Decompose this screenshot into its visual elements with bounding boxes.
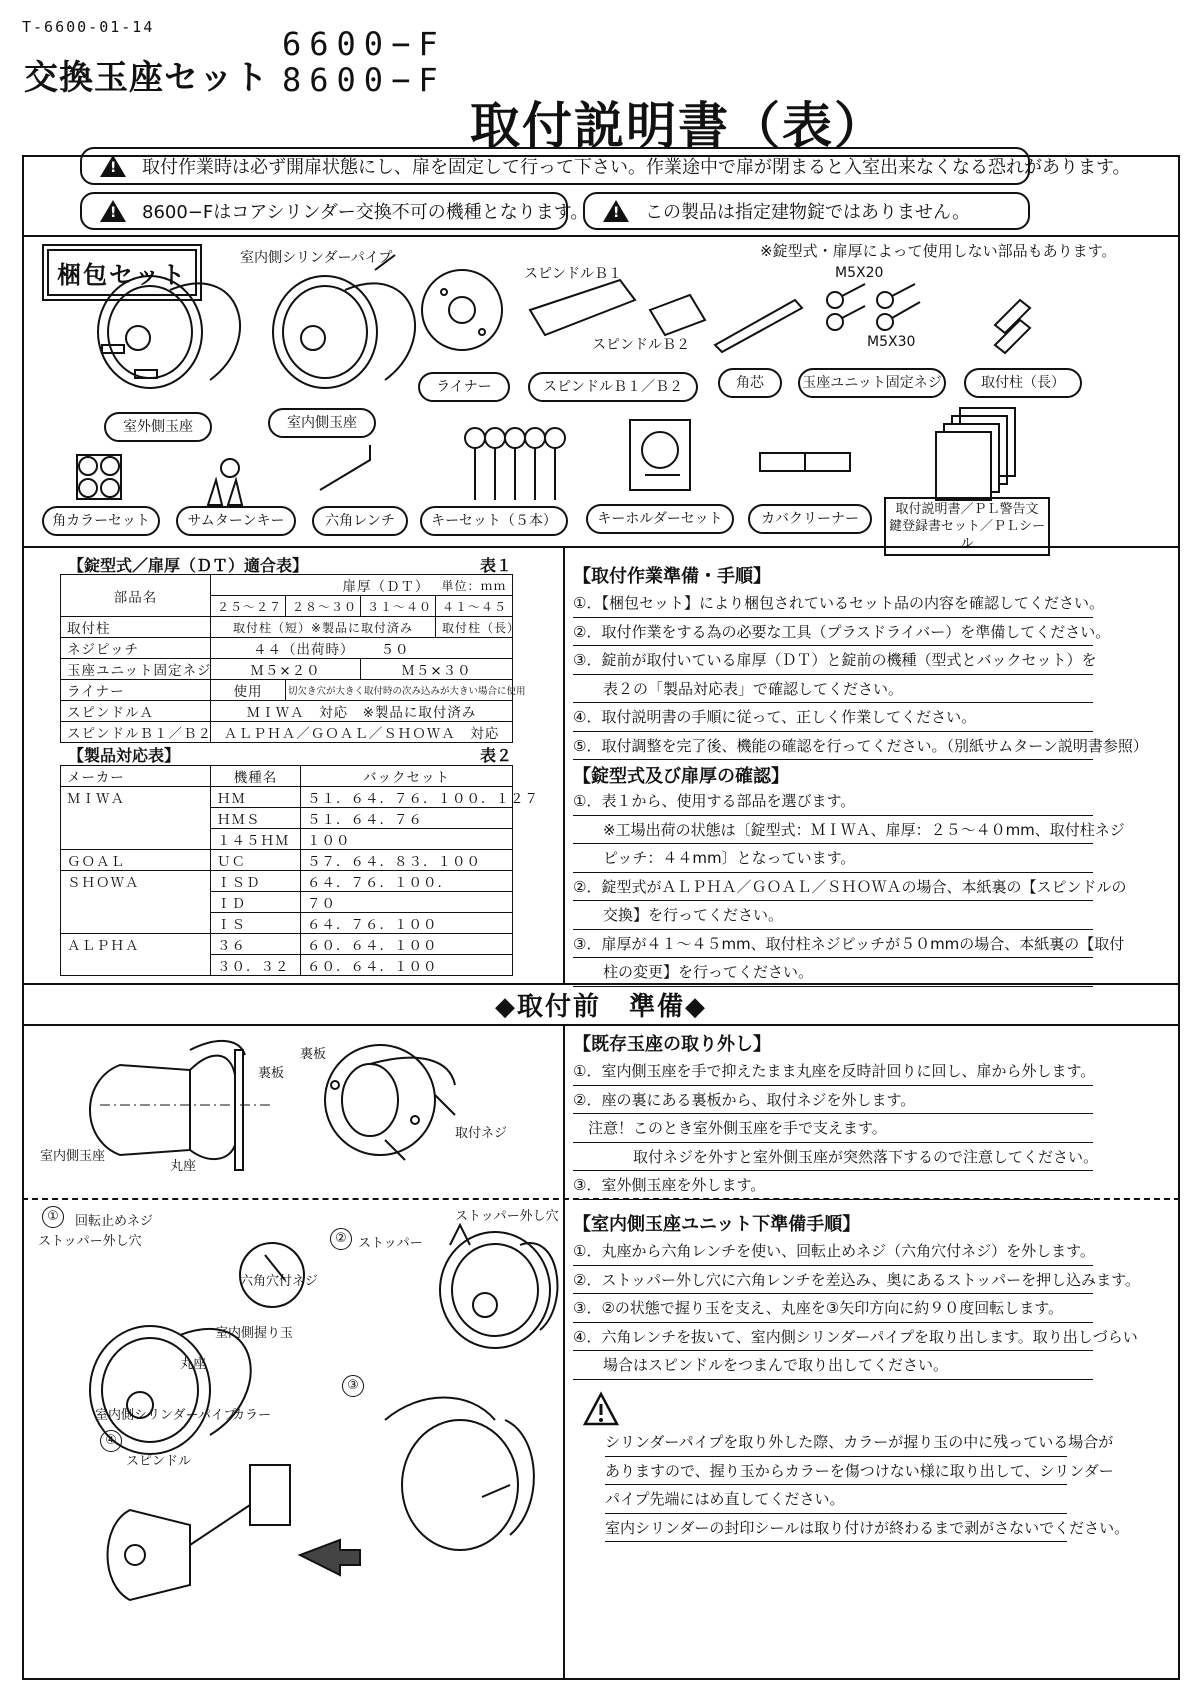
cover-cleaner-label: カバクリーナー [748, 504, 872, 534]
screw-label: 取付ネジ [455, 1126, 508, 1141]
screws-illustration [827, 284, 920, 330]
list-item: 場合はスピンドルをつまんで取り出してください。 [573, 1351, 1093, 1380]
stopper-label: ストッパー [358, 1236, 423, 1251]
figure-step-1: ① [42, 1206, 64, 1228]
warning-core-cylinder [80, 192, 589, 230]
spindle-label: スピンドル [126, 1454, 192, 1469]
screw-m5x20-label: M5X20 [835, 265, 884, 281]
cyl-pipe-label: 室内側シリンダーパイプ [95, 1408, 237, 1423]
warning-door-open [80, 147, 1131, 185]
list-item: ③．扉厚が４１～４５mm、取付柱ネジピッチが５０mmの場合、本紙裏の【取付 [573, 930, 1093, 959]
list-item: ①．【梱包セット】により梱包されているセット品の内容を確認してください。 [573, 589, 1093, 618]
stopper-hole-label: ストッパー外し穴 [38, 1234, 142, 1249]
table1-unit: 単位：ｍｍ [436, 575, 513, 596]
warning-icon [603, 200, 629, 222]
caution-icon [583, 1392, 619, 1426]
table1-col-dt: 扉厚（ＤＴ） [211, 575, 436, 596]
table-row: 取付柱 取付柱（短）※製品に取付済み 取付柱（長） [61, 617, 513, 638]
package-note: ※錠型式・扉厚によって使用しない部品もあります。 [760, 242, 1117, 260]
collar-set-label: 角カラーセット [42, 506, 160, 536]
list-item: ※工場出荷の状態は〔錠型式：ＭＩＷＡ、扉厚：２５～４０mm、取付柱ネジ [573, 816, 1093, 845]
liner-label: ライナー [418, 372, 510, 402]
list-item: ピッチ：４４mm〕となっています。 [573, 844, 1093, 873]
indoor-knob-label: 室内側玉座 [268, 408, 376, 438]
table1-range: ４１～４５ [436, 596, 513, 617]
figure-step-4: ④ [100, 1430, 122, 1452]
table-row: ＩＳ ６４．７６．１００ [61, 913, 513, 934]
indoor-knob-illustration [273, 255, 415, 388]
screw-m5x30-label: M5X30 [867, 334, 916, 350]
section-banner: ◆取付前 準備◆ [495, 991, 707, 1022]
table2-caption: 【製品対応表】 [68, 746, 181, 765]
hex-wrench-illustration [320, 445, 370, 490]
list-item: ⑤．取付調整を完了後、機能の確認を行ってください。（別紙サムターン説明書参照） [573, 732, 1093, 761]
page-title: 取付説明書（表） [470, 97, 886, 155]
check-steps [573, 787, 1127, 987]
unit-prep-steps [573, 1237, 1140, 1380]
table1-col-part: 部品名 [61, 575, 211, 617]
caution-notes [605, 1428, 1130, 1542]
list-item: ③．錠前が取付いている扉厚（ＤＴ）と錠前の機種（型式とバックセット）を [573, 646, 1093, 675]
indoor-knob-label: 室内側玉座 [40, 1149, 106, 1164]
table1-range: ２８～３０ [286, 596, 361, 617]
table-row: ＳＨＯＷＡ ＩＳＤ ６４．７６．１００． [61, 871, 513, 892]
list-item: 交換】を行ってください。 [573, 901, 1093, 930]
list-item: パイプ先端にはめ直してください。 [605, 1485, 1067, 1514]
table1-caption: 【錠型式／扉厚（ＤＴ）適合表】 [68, 556, 309, 575]
prep-heading: 【取付作業準備・手順】 [573, 566, 771, 587]
list-item: 柱の変更】を行ってください。 [573, 958, 1093, 987]
hex-wrench-label: 六角レンチ [312, 506, 408, 536]
table-row: ＨＭＳ ５１．６４．７６ [61, 808, 513, 829]
list-item: ①．表１から、使用する部品を選びます。 [573, 787, 1093, 816]
thumbturn-key-illustration [208, 459, 242, 505]
product-subtitle: 交換玉座セット [24, 58, 269, 98]
list-item: 取付ネジを外すと室外側玉座が突然落下するので注意してください。 [573, 1143, 1093, 1172]
cylinder-pipe-label: 室内側シリンダーパイプ [240, 250, 393, 266]
spindle-b1b2-label: スピンドルＢ１／Ｂ２ [528, 372, 698, 402]
prep-steps [573, 589, 1148, 760]
table2-header: メーカー [61, 766, 211, 787]
check-heading: 【錠型式及び扉厚の確認】 [573, 766, 789, 787]
list-item: シリンダーパイプを取り外した際、カラーが握り玉の中に残っている場合が [605, 1428, 1067, 1457]
model-number-2: 8600−F [282, 61, 446, 99]
round-base-label: 丸座 [170, 1159, 197, 1174]
collar-label: カラー [232, 1408, 272, 1423]
square-core-label: 角芯 [718, 368, 782, 398]
divider [563, 546, 565, 983]
unit-prep-heading: 【室内側玉座ユニット下準備手順】 [573, 1214, 861, 1235]
back-plate-label-1: 裏板 [258, 1066, 285, 1081]
list-item: ④．六角レンチを抜いて、室内側シリンダーパイプを取り出します。取り出しづらい [573, 1323, 1093, 1352]
list-item: ②．錠型式がＡＬＰＨＡ／ＧＯＡＬ／ＳＨＯＷＡの場合、本紙裏の【スピンドルの [573, 873, 1093, 902]
warning-icon [100, 155, 126, 177]
package-heading: 梱包セット [42, 244, 202, 301]
table-row: 玉座ユニット固定ネジ Ｍ５×２０ Ｍ５×３０ [61, 659, 513, 680]
table-product-compat [60, 765, 539, 976]
spindle-b2-illustration [650, 295, 705, 335]
divider [563, 1024, 565, 1680]
list-item: ありますので、握り玉からカラーを傷つけない様に取り出して、シリンダー [605, 1457, 1067, 1486]
table1-range: ２５～２７ [211, 596, 286, 617]
table-row: ＧＯＡＬ ＵＣ ５７．６４．８３．１００ [61, 850, 513, 871]
round-base-label-2: 丸座 [180, 1357, 207, 1372]
model-number-1: 6600−F [282, 25, 446, 63]
liner-illustration [422, 270, 502, 350]
documents-illustration [936, 408, 1015, 500]
table-row: ＡＬＰＨＡ ３６ ６０．６４．１００ [61, 934, 513, 955]
outdoor-knob-label: 室外側玉座 [104, 412, 212, 442]
list-item: ②．取付作業をする為の必要な工具（プラスドライバー）を準備してください。 [573, 618, 1093, 647]
removal-heading: 【既存玉座の取り外し】 [573, 1034, 771, 1055]
outdoor-knob-illustration [98, 276, 240, 388]
removal-steps [573, 1057, 1099, 1200]
stop-screw-label: 回転止めネジ [75, 1214, 154, 1229]
hex-socket-label: 六角穴付ネジ [240, 1274, 319, 1289]
key-holder-illustration [630, 420, 690, 490]
list-item: 注意！このとき室外側玉座を手で支えます。 [573, 1114, 1093, 1143]
table-row: ＭＩＷＡ ＨＭ ５１．６４．７６．１００．１２７ [61, 787, 513, 808]
table-row: ＩＤ ７０ [61, 892, 513, 913]
warning-not-designated [583, 192, 1030, 230]
stopper-hole-label-2: ストッパー外し穴 [455, 1209, 559, 1224]
table-row: ライナー 使用 切欠き穴が大きく取付時の次み込みが大きい場合に使用 [61, 680, 513, 701]
documents-label: 取付説明書／ＰＬ警告文 鍵登録書セット／ＰＬシール [884, 497, 1050, 556]
document-code: T-6600-01-14 [22, 18, 155, 36]
spindle-b1-label: スピンドルＢ１ [524, 266, 622, 282]
list-item: ②．座の裏にある裏板から、取付ネジを外します。 [573, 1086, 1093, 1115]
table1-range: ３１～４０ [361, 596, 436, 617]
square-core-illustration [715, 300, 802, 352]
posts-illustration [995, 300, 1030, 353]
table-row: ３０．３２ ６０．６４．１００ [61, 955, 513, 976]
table-row: ネジピッチ ４４（出荷時） ５０ [61, 638, 513, 659]
table-row: スピンドルＡ ＭＩＷＡ 対応 ※製品に取付済み [61, 701, 513, 722]
thumbturn-key-label: サムターンキー [176, 506, 296, 536]
indoor-grip-label: 室内側握り玉 [215, 1326, 294, 1341]
key-holder-label: キーホルダーセット [586, 504, 734, 534]
table2-header: 機種名 [211, 766, 301, 787]
divider [22, 235, 1180, 237]
list-item: ③．室外側玉座を外します。 [573, 1171, 1093, 1200]
list-item: ①．室内側玉座を手で抑えたまま丸座を反時計回りに回し、扉から外します。 [573, 1057, 1093, 1086]
spindle-b2-label: スピンドルＢ２ [592, 337, 690, 353]
back-plate-label-2: 裏板 [300, 1047, 327, 1062]
figure-step-2: ② [330, 1228, 352, 1250]
warning-text: 取付作業時は必ず開扉状態にし、扉を固定して行って下さい。作業途中で扉が閉まると入室出来なくなる恐れがあります。 [142, 157, 1131, 178]
table1-number: 表１ [480, 556, 513, 575]
list-item: 室内シリンダーの封印シールは取り付けが終わるまで剥がさないでください。 [605, 1514, 1067, 1543]
list-item: ③．②の状態で握り玉を支え、丸座を③矢印方向に約９０度回転します。 [573, 1294, 1093, 1323]
warning-text: 8600−Fはコアシリンダー交換不可の機種となります。 [142, 202, 589, 223]
model-numbers [282, 26, 446, 98]
list-item: 表２の「製品対応表」で確認してください。 [573, 675, 1093, 704]
warning-text: この製品は指定建物錠ではありません。 [645, 202, 971, 223]
cover-cleaner-illustration [760, 453, 850, 471]
table2-header: バックセット [301, 766, 513, 787]
table-row: １４５ＨＭ １００ [61, 829, 513, 850]
figure-step-3: ③ [342, 1375, 364, 1397]
key-set-illustration [465, 428, 565, 500]
list-item: ④．取付説明書の手順に従って、正しく作業してください。 [573, 703, 1093, 732]
table2-number: 表２ [480, 746, 513, 765]
table-row: スピンドルＢ１／Ｂ２ ＡＬＰＨＡ／ＧＯＡＬ／ＳＨＯＷＡ 対応 [61, 722, 513, 743]
key-set-label: キーセット（５本） [420, 506, 568, 536]
spindle-b1-illustration [530, 280, 635, 335]
list-item: ①．丸座から六角レンチを使い、回転止めネジ（六角穴付ネジ）を外します。 [573, 1237, 1093, 1266]
table-dt-fit [60, 574, 526, 743]
unit-screw-label: 玉座ユニット固定ネジ [798, 368, 946, 398]
list-item: ②．ストッパー外し穴に六角レンチを差込み、奥にあるストッパーを押し込みます。 [573, 1266, 1093, 1295]
post-long-label: 取付柱（長） [964, 368, 1082, 398]
warning-icon [100, 200, 126, 222]
